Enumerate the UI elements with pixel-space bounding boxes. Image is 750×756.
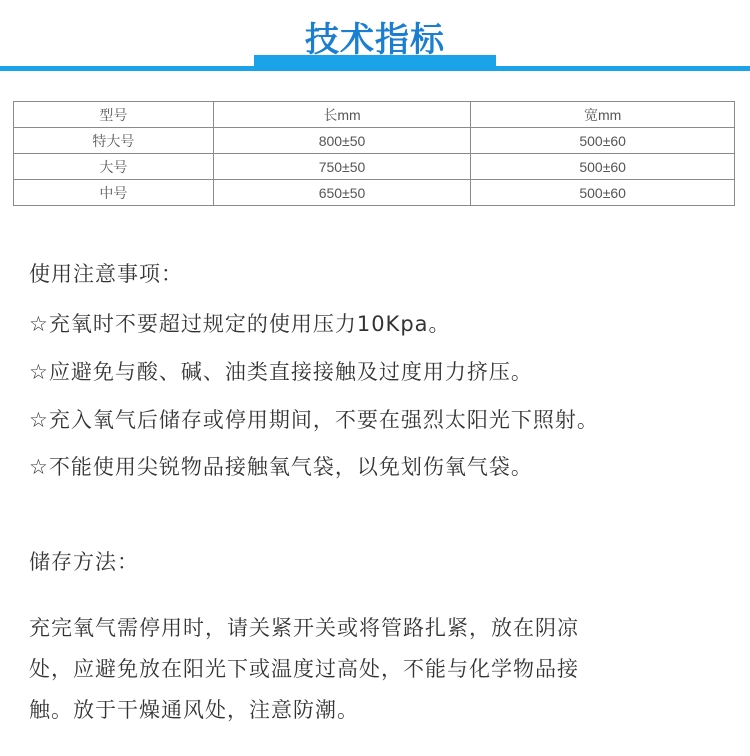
star-icon: ☆ xyxy=(29,408,49,432)
section-title: 技术指标 xyxy=(305,20,445,60)
notes-item xyxy=(29,451,533,481)
notes-item-text: 应避免与酸、碱、油类直接接触及过度用力挤压。 xyxy=(48,360,533,384)
table-cell: 大号 xyxy=(14,154,214,180)
star-icon: ☆ xyxy=(29,455,49,479)
notes-item xyxy=(29,356,533,386)
storage-heading: 储存方法： xyxy=(29,550,139,574)
table-cell: 650±50 xyxy=(213,180,471,206)
table-cell: 750±50 xyxy=(213,154,471,180)
notes-item-text: 不能使用尖锐物品接触氧气袋，以免划伤氧气袋。 xyxy=(48,455,533,479)
notes-item-text: 充氧时不要超过规定的使用压力10Kpa。 xyxy=(48,312,451,336)
table-cell: 500±60 xyxy=(471,128,735,154)
table-row xyxy=(14,154,735,180)
notes-item xyxy=(29,308,451,338)
table-header-cell: 长mm xyxy=(213,102,471,128)
table-cell: 800±50 xyxy=(213,128,471,154)
spec-table xyxy=(13,101,735,206)
storage-line: 处，应避免放在阳光下或温度过高处，不能与化学物品接 xyxy=(29,657,579,681)
table-header-cell: 宽mm xyxy=(471,102,735,128)
table-cell: 500±60 xyxy=(471,180,735,206)
star-icon: ☆ xyxy=(29,360,49,384)
storage-line: 触。放于干燥通风处，注意防潮。 xyxy=(29,698,359,722)
table-header-cell: 型号 xyxy=(14,102,214,128)
star-icon: ☆ xyxy=(29,312,49,336)
table-cell: 特大号 xyxy=(14,128,214,154)
section-header xyxy=(0,0,750,80)
table-header-row xyxy=(14,102,735,128)
table-row xyxy=(14,180,735,206)
table-cell: 500±60 xyxy=(471,154,735,180)
notes-item xyxy=(29,404,599,434)
notes-item-text: 充入氧气后储存或停用期间，不要在强烈太阳光下照射。 xyxy=(48,408,599,432)
table-cell: 中号 xyxy=(14,180,214,206)
notes-heading: 使用注意事项： xyxy=(29,262,183,286)
table-row xyxy=(14,128,735,154)
header-underline xyxy=(0,66,750,71)
storage-line: 充完氧气需停用时，请关紧开关或将管路扎紧，放在阴凉 xyxy=(29,616,579,640)
